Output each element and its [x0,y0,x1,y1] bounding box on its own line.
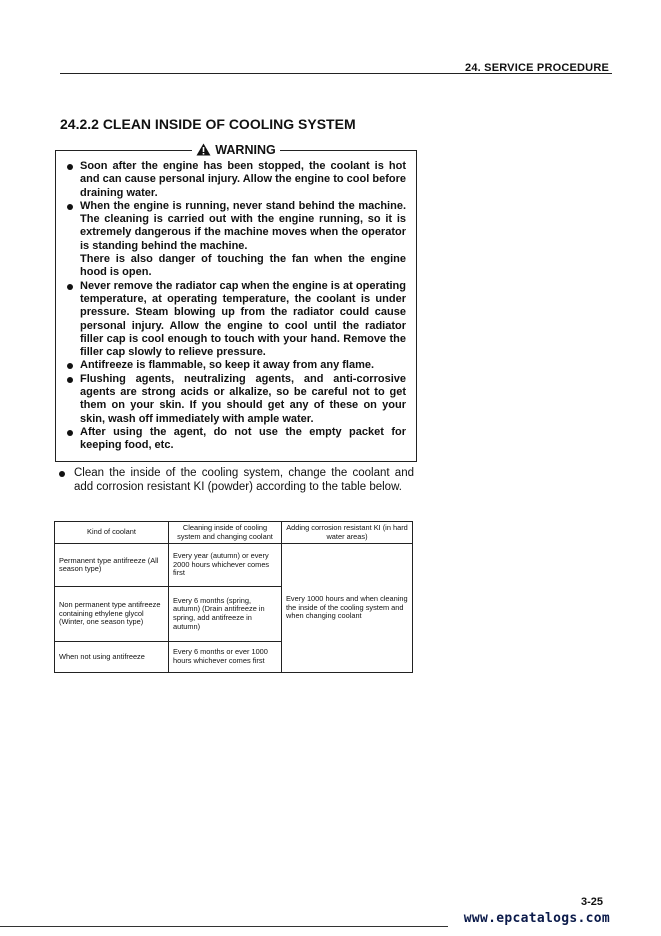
table-header-adding: Adding corrosion resistant KI (in hard water areas) [282,522,413,544]
warning-box [55,143,417,462]
table-cell-kind: Permanent type antifreeze (All season type) [55,544,169,587]
warning-item: Never remove the radiator cap when the engine is at operating temperature, at operating temperature, the coolant is under pressure. Steam blowing up from the radiator could cause personal injury. Allow the engine to cool until the radiator filler cap is cool enough to touch with your hand. Remove the filler cap slowly to relieve pressure. [66,280,406,360]
warning-heading [56,141,416,161]
warning-item: Flushing agents, neutralizing agents, and anti-corrosive agents are strong acids or alkalize, so be careful not to get them on your skin. If you should get any of these on your skin, wash off immediately with ample water. [66,373,406,426]
table-cell-cleaning: Every 6 months (spring, autumn) (Drain antifreeze in spring, add antifreeze in autumn) [169,587,282,642]
table-header-cleaning: Cleaning inside of cooling system and changing coolant [169,522,282,544]
table-cell-adding: Every 1000 hours and when cleaning the inside of the cooling system and when changing coolant [282,544,413,673]
footer-rule [0,926,448,927]
page-title: 24.2.2 CLEAN INSIDE OF COOLING SYSTEM [60,116,356,132]
warning-item: Soon after the engine has been stopped, the coolant is hot and can cause personal injury. Allow the engine to cool before draining water. [66,160,406,200]
instruction-text: Clean the inside of the cooling system, change the coolant and add corrosion resistant KI (powder) according to the table below. [56,466,414,494]
table-header-row [55,522,413,544]
warning-item: Antifreeze is flammable, so keep it away from any flame. [66,359,406,372]
warning-item: After using the agent, do not use the empty packet for keeping food, etc. [66,426,406,453]
watermark: www.epcatalogs.com [463,911,610,926]
warning-item: When the engine is running, never stand behind the machine. The cleaning is carried out with the engine running, so it is extremely dangerous if the machine moves when the operator is standing behind the machine. [66,200,406,253]
warning-item-continued: There is also danger of touching the fan when the engine hood is open. [80,253,406,279]
table-cell-kind: Non permanent type antifreeze containing ethylene glycol (Winter, one season type) [55,587,169,642]
table-row [55,544,413,587]
warning-list [66,160,406,453]
table-header-kind: Kind of coolant [55,522,169,544]
table-cell-cleaning: Every year (autumn) or every 2000 hours whichever comes first [169,544,282,587]
table-cell-cleaning: Every 6 months or ever 1000 hours whichever comes first [169,642,282,673]
table-cell-kind: When not using antifreeze [55,642,169,673]
coolant-table [54,521,413,673]
warning-triangle-icon [196,143,211,161]
page-number: 3-25 [580,896,603,908]
section-label: 24. SERVICE PROCEDURE [465,62,609,74]
warning-label: WARNING [215,143,276,157]
